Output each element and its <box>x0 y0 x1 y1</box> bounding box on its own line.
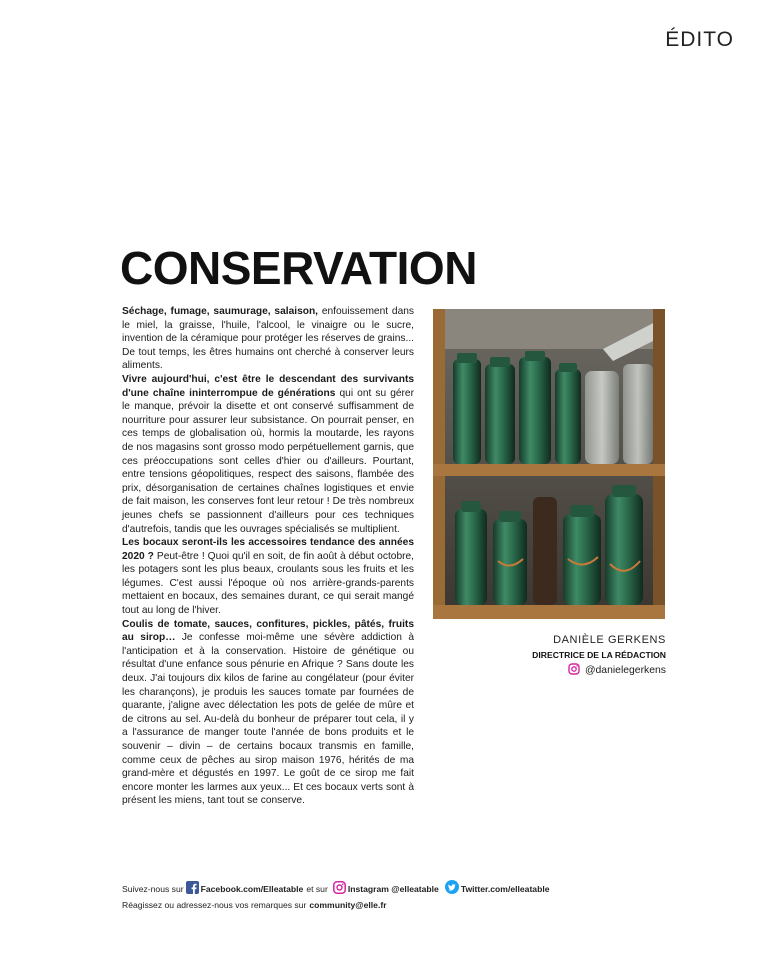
paragraph-4 <box>122 618 414 808</box>
paragraph-lead: Séchage, fumage, saumurage, salaison, <box>122 306 319 317</box>
contact-email-link[interactable]: community@elle.fr <box>309 900 387 910</box>
article-title: CONSERVATION <box>120 242 477 294</box>
paragraph-text: Peut-être ! Quoi qu'il en soit, de fin août à début octobre, les potagers sont les plus beaux, croulants sous les fruits et les légumes. C'est aussi l'époque où nos arrière-grands-parents mettaient en bocaux, des semaines durant, ce qui serait mangé tout au long de l'hiver. <box>122 550 414 617</box>
facebook-icon[interactable] <box>186 881 199 898</box>
facebook-link[interactable]: Facebook.com/Elleatable <box>200 884 304 894</box>
paragraph-lead: Les bocaux seront-ils les accessoires tendance des années 2020 ? <box>122 537 414 562</box>
paragraph-1 <box>122 305 414 373</box>
footer-social-row <box>122 880 550 898</box>
footer-contact-row <box>122 898 550 912</box>
paragraph-lead: Vivre aujourd'hui, c'est être le descendant des survivants d'une chaîne ininterrompue de générations <box>122 373 414 399</box>
react-text: Réagissez ou adressez-nous vos remarques sur <box>122 900 307 910</box>
jars-photo <box>433 309 665 619</box>
twitter-icon[interactable] <box>445 880 459 898</box>
instagram-icon <box>568 663 580 678</box>
follow-prefix: Suivez-nous sur <box>122 884 184 894</box>
paragraph-3 <box>122 536 414 618</box>
paragraph-text: Je confesse moi-même une sévère addiction à l'anticipation et à la conservation. Histoire de génétique ou résultat d'une enfance sous pénurie en Afrique ? Sans doute les deux. J'ai toujours dix kilos de farine au congélateur (pour éviter les charançons), je produis les sauces tomate par fournées de quarante, j'aligne avec délectation les pots de gelée de mûre et de citrons au sel. Au-delà du bonheur de préparer tout cela, il y a l'assurance de manger toute l'année de bons produits et le souvenir – divin – de certains bocaux transmis en famille, comme ceux de pêches au sirop maison 1976, hérités de ma grand-mère et dégustés en 1997. Le goût de ce sirop me fait encore monter les larmes aux yeux... Et ces bocaux verts sont à présent les miens, tant tout se conserve. <box>122 632 414 807</box>
author-name: DANIÈLE GERKENS <box>553 634 666 646</box>
author-handle[interactable]: @danielegerkens <box>584 665 666 676</box>
paragraph-lead: Coulis de tomate, sauces, confitures, pickles, pâtés, fruits au sirop… <box>122 618 414 644</box>
paragraph-2 <box>122 373 414 536</box>
article-body <box>122 305 414 808</box>
author-handle-row <box>532 663 666 678</box>
instagram-link[interactable]: Instagram @elleatable <box>347 884 439 894</box>
twitter-link[interactable]: Twitter.com/elleatable <box>460 884 550 894</box>
instagram-icon[interactable] <box>333 881 346 898</box>
and-on-text: et sur <box>306 884 328 894</box>
paragraph-text: enfouissement dans le miel, la graisse, l'huile, l'alcool, le vinaigre ou le sucre, invention de la céramique pour protéger les réserves de grains... De tout temps, les êtres humains ont cherché à conserver leurs aliments. <box>122 306 414 372</box>
author-role: DIRECTRICE DE LA RÉDACTION <box>532 650 666 660</box>
section-label: ÉDITO <box>665 28 734 51</box>
signature <box>532 634 666 678</box>
paragraph-text: qui ont su gérer le manque, prévoir la disette et ont conservé suffisamment de nourriture pour assurer leur subsistance. On pourrait penser, en ces temps de globalisation où, hormis la moutarde, les rayons de nos magasins sont grosso modo perpétuellement garnis, que ces préoccupations sont celles d'hier ou d'ailleurs. Pourtant, entre tensions géopolitiques, respect des saisons, flambée des prix, désorganisation de certaines chaînes logistiques et envie de fait maison, les conserves font leur retour ! De très nombreux jeunes chefs se passionnent d'ailleurs pour ces techniques d'autrefois, tandis que les ouvrages spécialisés se multiplient. <box>122 387 414 535</box>
footer <box>122 880 550 912</box>
